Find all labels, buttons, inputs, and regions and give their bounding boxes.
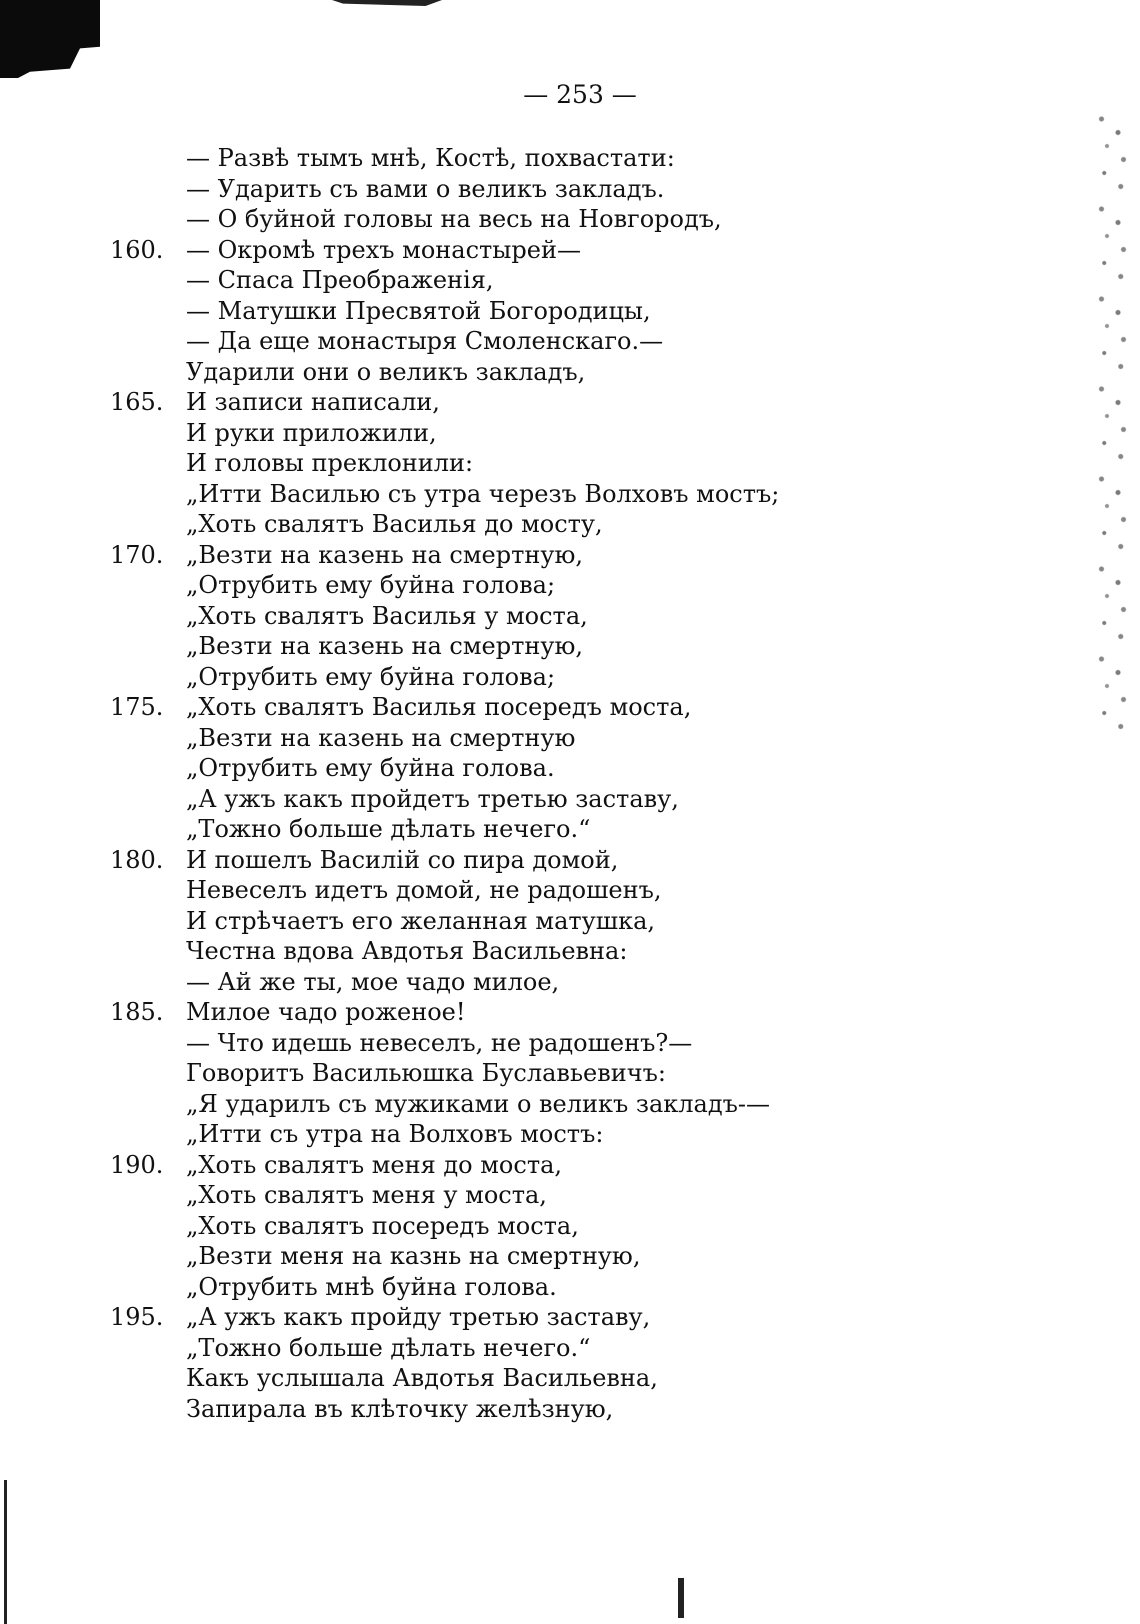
poem-line [110, 601, 1090, 632]
line-text: Говоритъ Васильюшка Буславьевичъ: [186, 1059, 666, 1087]
poem-line [110, 235, 1090, 266]
poem-line [110, 1058, 1090, 1089]
poem-line [110, 784, 1090, 815]
line-text: „Итти съ утра на Волховъ мостъ: [186, 1120, 604, 1148]
poem-line [110, 1150, 1090, 1181]
line-text: Запирала въ клѣточку желѣзную, [186, 1394, 614, 1423]
poem-line [110, 1302, 1090, 1333]
line-text: „Отрубить ему буйна голова; [186, 571, 556, 599]
line-text: Невеселъ идетъ домой, не радошенъ, [186, 876, 662, 904]
line-number: 190. [110, 1150, 164, 1179]
poem-line [110, 906, 1090, 937]
poem-line [110, 1333, 1090, 1364]
line-text: „Хоть свалятъ Василья посередъ моста, [186, 693, 692, 721]
line-number: 160. [110, 235, 164, 264]
poem-line [110, 631, 1090, 662]
poem-line [110, 326, 1090, 357]
scan-artifact-bottom [678, 1578, 684, 1618]
line-text: — Развѣ тымъ мнѣ, Костѣ, похвастати: [186, 144, 675, 172]
line-text: „Отрубить ему буйна голова; [186, 662, 556, 691]
poem-line [110, 1089, 1090, 1120]
poem-line [110, 479, 1090, 510]
scan-artifact-top [332, 0, 442, 6]
line-text: „Тожно больше дѣлать нечего.“ [186, 1333, 591, 1362]
line-text: „Хоть свалятъ меня у моста, [186, 1181, 547, 1209]
poem-line [110, 540, 1090, 571]
line-text: „Везти на казень на смертную, [186, 632, 584, 660]
line-text: „Везти на казень на смертную, [186, 540, 584, 569]
poem-line [110, 509, 1090, 540]
line-text: „Хоть свалятъ Василья у моста, [186, 601, 588, 630]
poem-line [110, 357, 1090, 388]
poem-line [110, 875, 1090, 906]
scan-artifact-corner [0, 0, 100, 78]
line-number: 185. [110, 998, 164, 1026]
line-number: 165. [110, 388, 164, 416]
line-text: — Матушки Пресвятой Богородицы, [186, 296, 651, 325]
line-text: И записи написали, [186, 388, 440, 416]
scan-artifact-right-edge [1085, 110, 1140, 730]
poem-line [110, 174, 1090, 205]
line-text: — Да еще монастыря Смоленскаго.— [186, 327, 664, 355]
line-text: „Хоть свалятъ посередъ моста, [186, 1211, 579, 1240]
poem-line [110, 662, 1090, 693]
line-text: — О буйной головы на весь на Новгородъ, [186, 205, 722, 233]
poem-line [110, 753, 1090, 784]
line-text: — Окромѣ трехъ монастырей— [186, 235, 581, 264]
line-text: — Ай же ты, мое чадо милое, [186, 967, 560, 996]
poem-line [110, 1394, 1090, 1425]
poem-line [110, 1272, 1090, 1303]
poem-line [110, 1211, 1090, 1242]
poem-text [110, 143, 1090, 1424]
scan-artifact-left-line [4, 1480, 7, 1624]
line-text: Ударили они о великъ закладъ, [186, 357, 586, 386]
poem-line [110, 967, 1090, 998]
line-text: „Отрубить мнѣ буйна голова. [186, 1272, 557, 1301]
line-text: Милое чадо роженое! [186, 998, 466, 1026]
poem-line [110, 265, 1090, 296]
poem-line [110, 570, 1090, 601]
poem-line [110, 387, 1090, 418]
poem-line [110, 997, 1090, 1028]
poem-line [110, 692, 1090, 723]
poem-line [110, 814, 1090, 845]
poem-line [110, 1180, 1090, 1211]
poem-line [110, 723, 1090, 754]
line-text: „Везти на казень на смертную [186, 723, 576, 752]
poem-line [110, 143, 1090, 174]
poem-line [110, 936, 1090, 967]
poem-line [110, 1241, 1090, 1272]
line-number: 180. [110, 845, 164, 874]
line-text: „Итти Василью съ утра черезъ Волховъ мостъ; [186, 479, 780, 508]
line-text: И стрѣчаетъ его желанная матушка, [186, 906, 656, 935]
line-text: „Отрубить ему буйна голова. [186, 754, 555, 782]
poem-line [110, 1119, 1090, 1150]
line-text: Честна вдова Авдотья Васильевна: [186, 937, 628, 965]
line-text: „А ужъ какъ пройдетъ третью заставу, [186, 784, 679, 813]
line-text: И руки приложили, [186, 418, 437, 447]
line-text: И пошелъ Василій со пира домой, [186, 845, 619, 874]
line-text: — Спаса Преображенія, [186, 266, 494, 294]
line-text: — Ударить съ вами о великъ закладъ. [186, 174, 665, 203]
line-text: „Хоть свалятъ Василья до мосту, [186, 510, 603, 538]
line-text: „Везти меня на казнь на смертную, [186, 1242, 641, 1270]
line-number: 175. [110, 693, 164, 721]
poem-line [110, 1363, 1090, 1394]
poem-line [110, 418, 1090, 449]
poem-line [110, 204, 1090, 235]
line-text: „Тожно больше дѣлать нечего.“ [186, 815, 591, 843]
line-text: „Я ударилъ съ мужиками о великъ закладъ-— [186, 1089, 771, 1118]
line-text: Какъ услышала Авдотья Васильевна, [186, 1364, 658, 1392]
line-number: 195. [110, 1303, 164, 1331]
line-text: „Хоть свалятъ меня до моста, [186, 1150, 563, 1179]
line-text: „А ужъ какъ пройду третью заставу, [186, 1303, 651, 1331]
poem-line [110, 448, 1090, 479]
poem-line [110, 845, 1090, 876]
line-text: И головы преклонили: [186, 449, 474, 477]
page-number: — 253 — [523, 80, 637, 109]
line-text: — Что идешь невеселъ, не радошенъ?— [186, 1028, 693, 1057]
poem-line [110, 1028, 1090, 1059]
poem-line [110, 296, 1090, 327]
line-number: 170. [110, 540, 164, 569]
